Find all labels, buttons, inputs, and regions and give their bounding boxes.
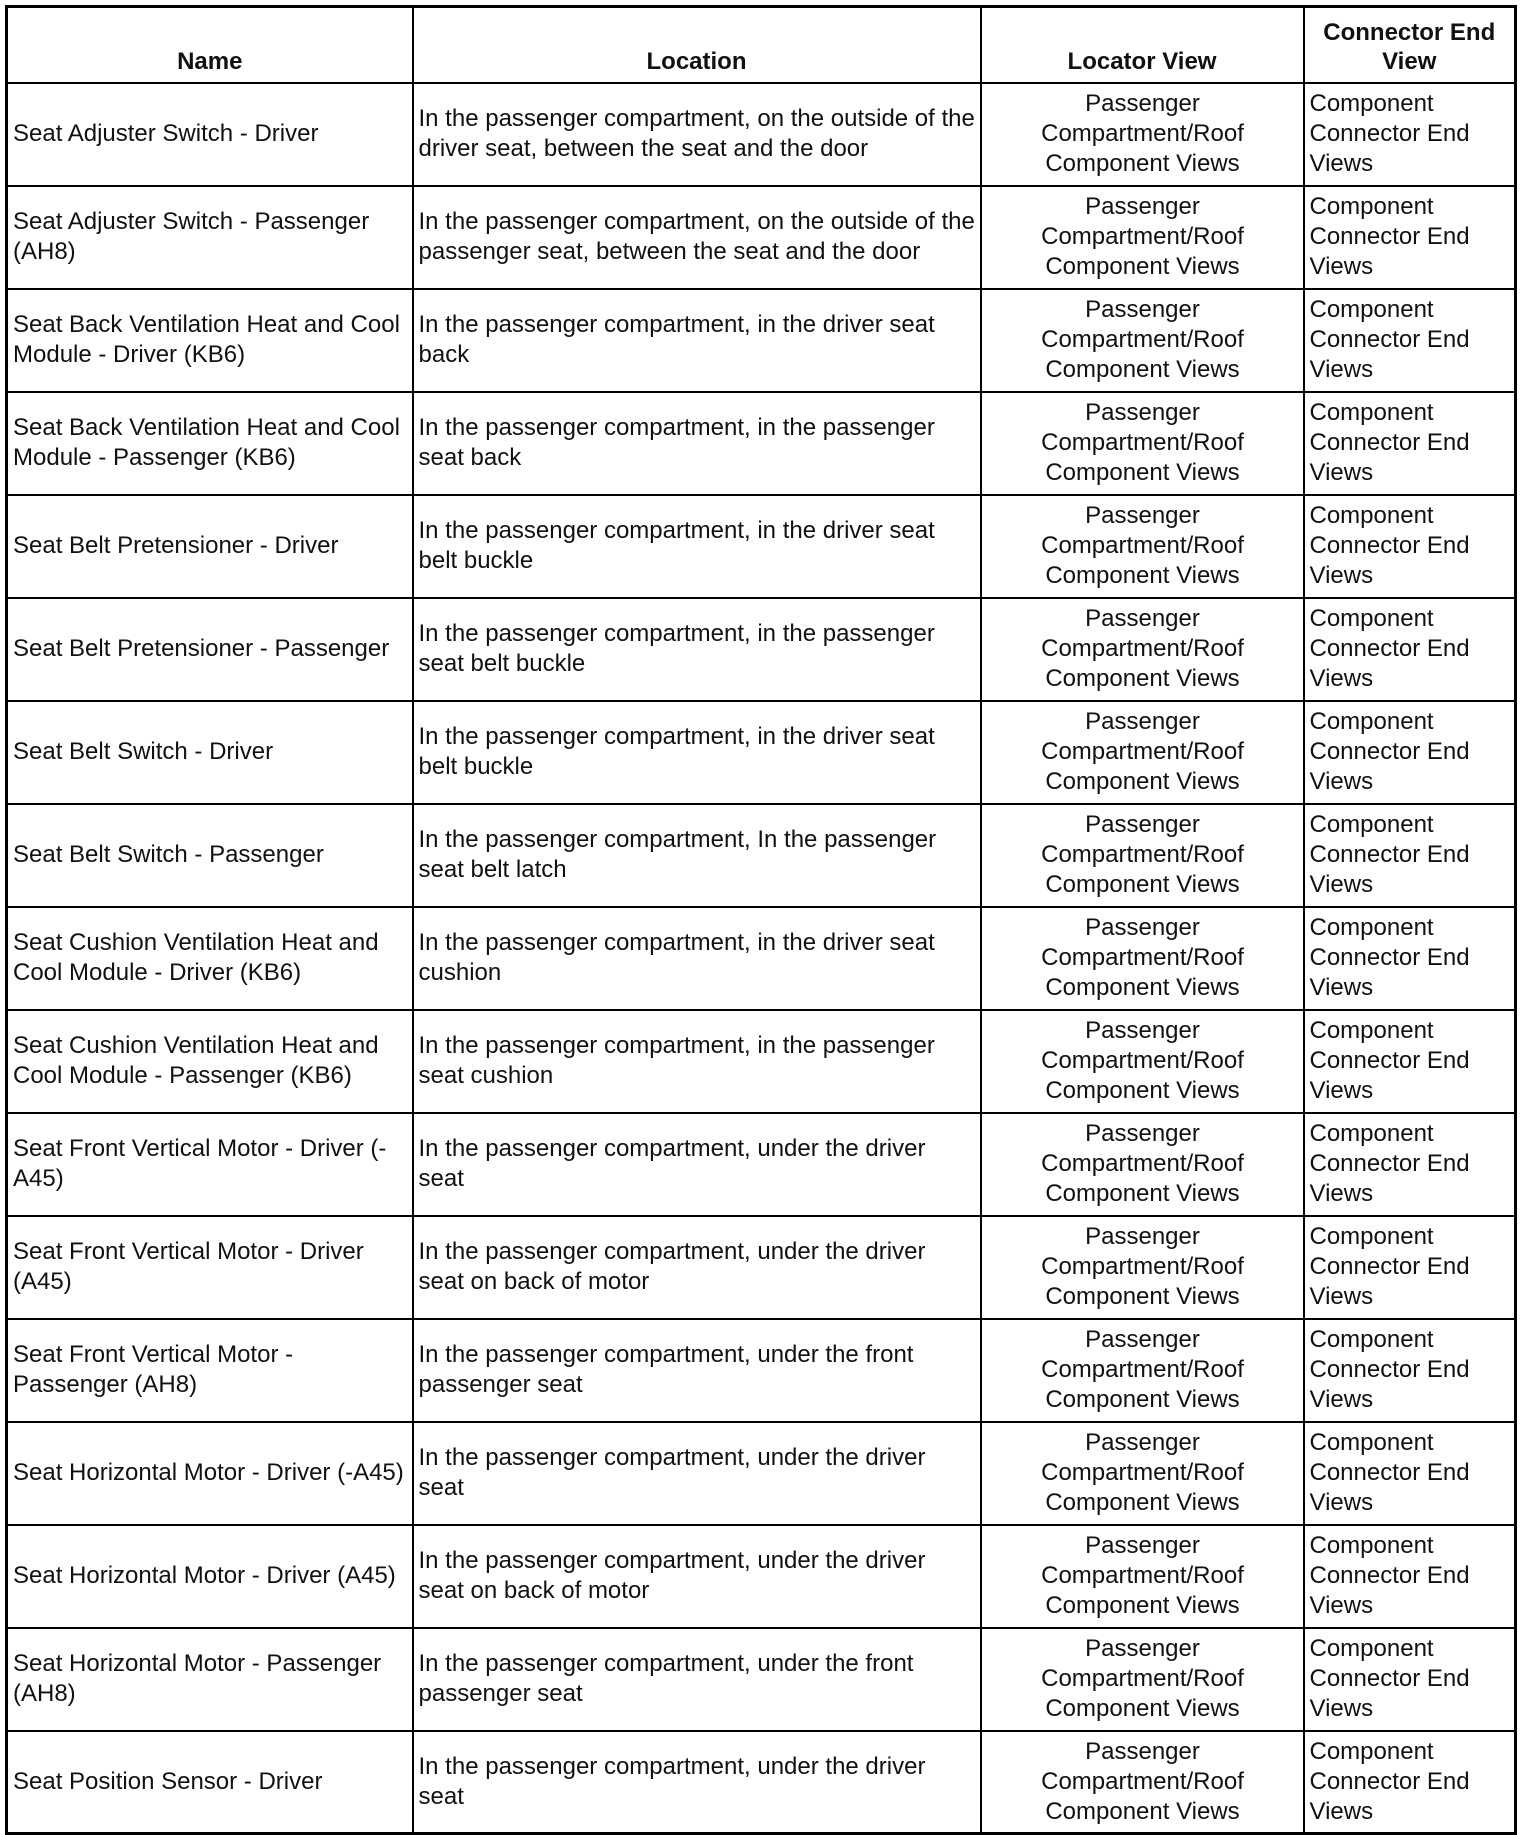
table-row: [7, 1216, 1516, 1319]
cell-name: Seat Back Ventilation Heat and Cool Module - Passenger (KB6): [7, 392, 413, 495]
table-row: [7, 1525, 1516, 1628]
table-row: [7, 1628, 1516, 1731]
cell-locator-view[interactable]: Passenger Compartment/Roof Component Views: [981, 1525, 1304, 1628]
cell-locator-view[interactable]: Passenger Compartment/Roof Component Views: [981, 495, 1304, 598]
table-row: [7, 1319, 1516, 1422]
cell-locator-view[interactable]: Passenger Compartment/Roof Component Views: [981, 83, 1304, 186]
cell-location: In the passenger compartment, under the driver seat: [413, 1731, 981, 1834]
cell-name: Seat Horizontal Motor - Passenger (AH8): [7, 1628, 413, 1731]
cell-locator-view[interactable]: Passenger Compartment/Roof Component Views: [981, 186, 1304, 289]
table-row: [7, 907, 1516, 1010]
cell-locator-view[interactable]: Passenger Compartment/Roof Component Views: [981, 907, 1304, 1010]
table-row: [7, 1422, 1516, 1525]
cell-name: Seat Position Sensor - Driver: [7, 1731, 413, 1834]
cell-name: Seat Belt Switch - Passenger: [7, 804, 413, 907]
component-locator-table: [5, 5, 1517, 1835]
cell-connector-end-view[interactable]: Component Connector End Views: [1304, 907, 1516, 1010]
cell-location: In the passenger compartment, in the driver seat back: [413, 289, 981, 392]
cell-connector-end-view[interactable]: Component Connector End Views: [1304, 83, 1516, 186]
cell-name: Seat Belt Switch - Driver: [7, 701, 413, 804]
table-row: [7, 495, 1516, 598]
cell-locator-view[interactable]: Passenger Compartment/Roof Component Views: [981, 598, 1304, 701]
cell-name: Seat Cushion Ventilation Heat and Cool Module - Driver (KB6): [7, 907, 413, 1010]
cell-connector-end-view[interactable]: Component Connector End Views: [1304, 495, 1516, 598]
cell-locator-view[interactable]: Passenger Compartment/Roof Component Views: [981, 1731, 1304, 1834]
cell-location: In the passenger compartment, under the driver seat: [413, 1113, 981, 1216]
cell-locator-view[interactable]: Passenger Compartment/Roof Component Views: [981, 804, 1304, 907]
cell-connector-end-view[interactable]: Component Connector End Views: [1304, 1422, 1516, 1525]
cell-connector-end-view[interactable]: Component Connector End Views: [1304, 289, 1516, 392]
cell-connector-end-view[interactable]: Component Connector End Views: [1304, 598, 1516, 701]
cell-location: In the passenger compartment, under the driver seat: [413, 1422, 981, 1525]
table-row: [7, 1113, 1516, 1216]
cell-name: Seat Horizontal Motor - Driver (-A45): [7, 1422, 413, 1525]
table-row: [7, 289, 1516, 392]
cell-connector-end-view[interactable]: Component Connector End Views: [1304, 804, 1516, 907]
header-connector-end-view: Connector End View: [1304, 7, 1516, 83]
cell-name: Seat Belt Pretensioner - Driver: [7, 495, 413, 598]
cell-locator-view[interactable]: Passenger Compartment/Roof Component Views: [981, 1422, 1304, 1525]
cell-connector-end-view[interactable]: Component Connector End Views: [1304, 1628, 1516, 1731]
cell-locator-view[interactable]: Passenger Compartment/Roof Component Views: [981, 1010, 1304, 1113]
cell-location: In the passenger compartment, under the front passenger seat: [413, 1319, 981, 1422]
table-header-row: [7, 7, 1516, 83]
cell-name: Seat Belt Pretensioner - Passenger: [7, 598, 413, 701]
cell-locator-view[interactable]: Passenger Compartment/Roof Component Views: [981, 1319, 1304, 1422]
cell-connector-end-view[interactable]: Component Connector End Views: [1304, 701, 1516, 804]
cell-name: Seat Front Vertical Motor - Driver (A45): [7, 1216, 413, 1319]
cell-name: Seat Front Vertical Motor - Driver (-A45): [7, 1113, 413, 1216]
cell-location: In the passenger compartment, in the driver seat belt buckle: [413, 495, 981, 598]
cell-name: Seat Adjuster Switch - Driver: [7, 83, 413, 186]
cell-location: In the passenger compartment, In the passenger seat belt latch: [413, 804, 981, 907]
cell-location: In the passenger compartment, on the outside of the passenger seat, between the seat and the door: [413, 186, 981, 289]
cell-location: In the passenger compartment, in the passenger seat belt buckle: [413, 598, 981, 701]
cell-locator-view[interactable]: Passenger Compartment/Roof Component Views: [981, 701, 1304, 804]
header-location: Location: [413, 7, 981, 83]
cell-location: In the passenger compartment, on the outside of the driver seat, between the seat and the door: [413, 83, 981, 186]
table-row: [7, 1731, 1516, 1834]
cell-connector-end-view[interactable]: Component Connector End Views: [1304, 186, 1516, 289]
cell-location: In the passenger compartment, in the driver seat cushion: [413, 907, 981, 1010]
cell-location: In the passenger compartment, under the front passenger seat: [413, 1628, 981, 1731]
cell-locator-view[interactable]: Passenger Compartment/Roof Component Views: [981, 1216, 1304, 1319]
table-row: [7, 598, 1516, 701]
cell-location: In the passenger compartment, in the driver seat belt buckle: [413, 701, 981, 804]
table-row: [7, 392, 1516, 495]
cell-connector-end-view[interactable]: Component Connector End Views: [1304, 1010, 1516, 1113]
cell-location: In the passenger compartment, in the passenger seat cushion: [413, 1010, 981, 1113]
cell-name: Seat Cushion Ventilation Heat and Cool Module - Passenger (KB6): [7, 1010, 413, 1113]
table-row: [7, 186, 1516, 289]
table-row: [7, 804, 1516, 907]
cell-connector-end-view[interactable]: Component Connector End Views: [1304, 1525, 1516, 1628]
table-row: [7, 701, 1516, 804]
table-row: [7, 1010, 1516, 1113]
cell-location: In the passenger compartment, under the driver seat on back of motor: [413, 1216, 981, 1319]
cell-connector-end-view[interactable]: Component Connector End Views: [1304, 1731, 1516, 1834]
cell-locator-view[interactable]: Passenger Compartment/Roof Component Views: [981, 392, 1304, 495]
cell-name: Seat Horizontal Motor - Driver (A45): [7, 1525, 413, 1628]
cell-name: Seat Front Vertical Motor - Passenger (AH8): [7, 1319, 413, 1422]
table-row: [7, 83, 1516, 186]
cell-location: In the passenger compartment, under the driver seat on back of motor: [413, 1525, 981, 1628]
cell-connector-end-view[interactable]: Component Connector End Views: [1304, 1113, 1516, 1216]
cell-location: In the passenger compartment, in the passenger seat back: [413, 392, 981, 495]
cell-locator-view[interactable]: Passenger Compartment/Roof Component Views: [981, 1628, 1304, 1731]
cell-connector-end-view[interactable]: Component Connector End Views: [1304, 392, 1516, 495]
cell-name: Seat Adjuster Switch - Passenger (AH8): [7, 186, 413, 289]
cell-connector-end-view[interactable]: Component Connector End Views: [1304, 1216, 1516, 1319]
cell-locator-view[interactable]: Passenger Compartment/Roof Component Views: [981, 1113, 1304, 1216]
cell-name: Seat Back Ventilation Heat and Cool Module - Driver (KB6): [7, 289, 413, 392]
cell-connector-end-view[interactable]: Component Connector End Views: [1304, 1319, 1516, 1422]
header-locator-view: Locator View: [981, 7, 1304, 83]
header-name: Name: [7, 7, 413, 83]
cell-locator-view[interactable]: Passenger Compartment/Roof Component Views: [981, 289, 1304, 392]
